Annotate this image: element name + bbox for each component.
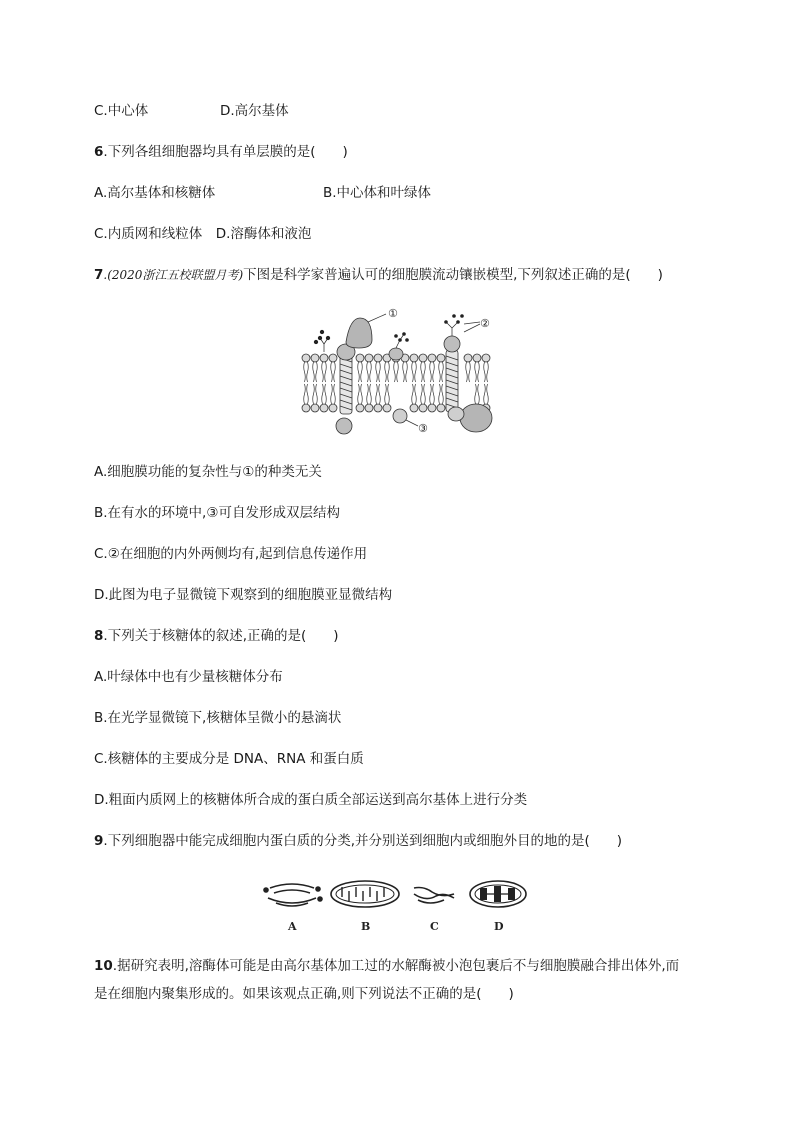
q7-option-d: D.此图为电子显微镜下观察到的细胞膜亚显微结构 bbox=[94, 587, 393, 603]
q6-option-b-row bbox=[323, 184, 431, 202]
q8-option-b: B.在光学显微镜下,核糖体呈微小的悬滴状 bbox=[94, 710, 342, 726]
q8-option-d: D.粗面内质网上的核糖体所合成的蛋白质全部运送到高尔基体上进行分类 bbox=[94, 792, 528, 808]
q6-option-b: B.中心体和叶绿体 bbox=[323, 185, 432, 201]
q10-stem-line1 bbox=[94, 957, 679, 975]
organelle-b-mitochondrion bbox=[331, 881, 399, 907]
q8-number: 8 bbox=[94, 628, 104, 644]
q6-option-a: A.高尔基体和核糖体 bbox=[94, 185, 216, 201]
q6-stem-text: .下列各组细胞器均具有单层膜的是( ) bbox=[103, 144, 348, 160]
figure-label-3: ③ bbox=[418, 422, 428, 435]
organelle-label-d: D bbox=[494, 920, 504, 933]
q5-options-row bbox=[94, 102, 148, 120]
q9-stem-text: .下列细胞器中能完成细胞内蛋白质的分类,并分别送到细胞内或细胞外目的地的是( ) bbox=[103, 833, 623, 849]
q7-option-a: A.细胞膜功能的复杂性与①的种类无关 bbox=[94, 464, 322, 480]
q8-option-a-row bbox=[94, 668, 283, 686]
q10-number: 10 bbox=[94, 958, 113, 974]
q6-stem bbox=[94, 143, 348, 161]
transmembrane-protein-left bbox=[336, 344, 355, 434]
q7-option-d-row bbox=[94, 586, 392, 604]
q7-option-b: B.在有水的环境中,③可自发形成双层结构 bbox=[94, 505, 340, 521]
q7-number: 7 bbox=[94, 267, 104, 283]
q8-option-d-row bbox=[94, 791, 527, 809]
figure-label-2: ② bbox=[480, 317, 490, 330]
q10-stem-line2 bbox=[94, 985, 514, 1003]
q8-option-c: C.核糖体的主要成分是 DNA、RNA 和蛋白质 bbox=[94, 751, 364, 767]
q8-stem bbox=[94, 627, 339, 645]
q7-source: .(2020浙江五校联盟月考) bbox=[103, 268, 244, 282]
q5-option-d: D.高尔基体 bbox=[220, 103, 289, 119]
organelles-figure bbox=[262, 876, 532, 934]
q10-stem-text-1: .据研究表明,溶酶体可能是由高尔基体加工过的水解酶被小泡包裹后不与细胞膜融合排出体外,而 bbox=[112, 958, 680, 974]
organelle-label-b: B bbox=[361, 920, 371, 933]
protein-bottom-right bbox=[448, 404, 492, 432]
q8-option-c-row bbox=[94, 750, 364, 768]
q5-option-d-row bbox=[220, 102, 289, 120]
q6-number: 6 bbox=[94, 144, 104, 160]
organelle-label-a: A bbox=[288, 920, 297, 933]
q7-stem-text: 下图是科学家普遍认可的细胞膜流动镶嵌模型,下列叙述正确的是( ) bbox=[243, 267, 663, 283]
q8-option-a: A.叶绿体中也有少量核糖体分布 bbox=[94, 669, 283, 685]
q6-options-cd: C.内质网和线粒体 D.溶酶体和液泡 bbox=[94, 226, 312, 242]
organelle-label-c: C bbox=[430, 920, 439, 933]
q8-stem-text: .下列关于核糖体的叙述,正确的是( ) bbox=[103, 628, 339, 644]
q8-option-b-row bbox=[94, 709, 341, 727]
organelle-a-golgi bbox=[264, 884, 322, 906]
figure-label-1: ① bbox=[388, 307, 398, 320]
organelle-d-chloroplast bbox=[470, 881, 526, 907]
glycan-left bbox=[314, 330, 330, 352]
q10-stem-text-2: 是在细胞内聚集形成的。如果该观点正确,则下列说法不正确的是( ) bbox=[94, 986, 514, 1002]
lipid-bottom-leaflet bbox=[302, 384, 490, 412]
protein-1 bbox=[346, 314, 386, 348]
organelle-c-er bbox=[414, 888, 454, 904]
q7-stem bbox=[94, 266, 663, 284]
q6-option-cd-row bbox=[94, 225, 311, 243]
membrane-figure bbox=[296, 302, 506, 438]
q7-option-a-row bbox=[94, 463, 322, 481]
q5-option-c: C.中心体 bbox=[94, 103, 149, 119]
q7-option-b-row bbox=[94, 504, 340, 522]
q9-number: 9 bbox=[94, 833, 104, 849]
q7-option-c-row bbox=[94, 545, 367, 563]
q6-option-a-row bbox=[94, 184, 215, 202]
q7-option-c: C.②在细胞的内外两侧均有,起到信息传递作用 bbox=[94, 546, 368, 562]
q9-stem bbox=[94, 832, 622, 850]
